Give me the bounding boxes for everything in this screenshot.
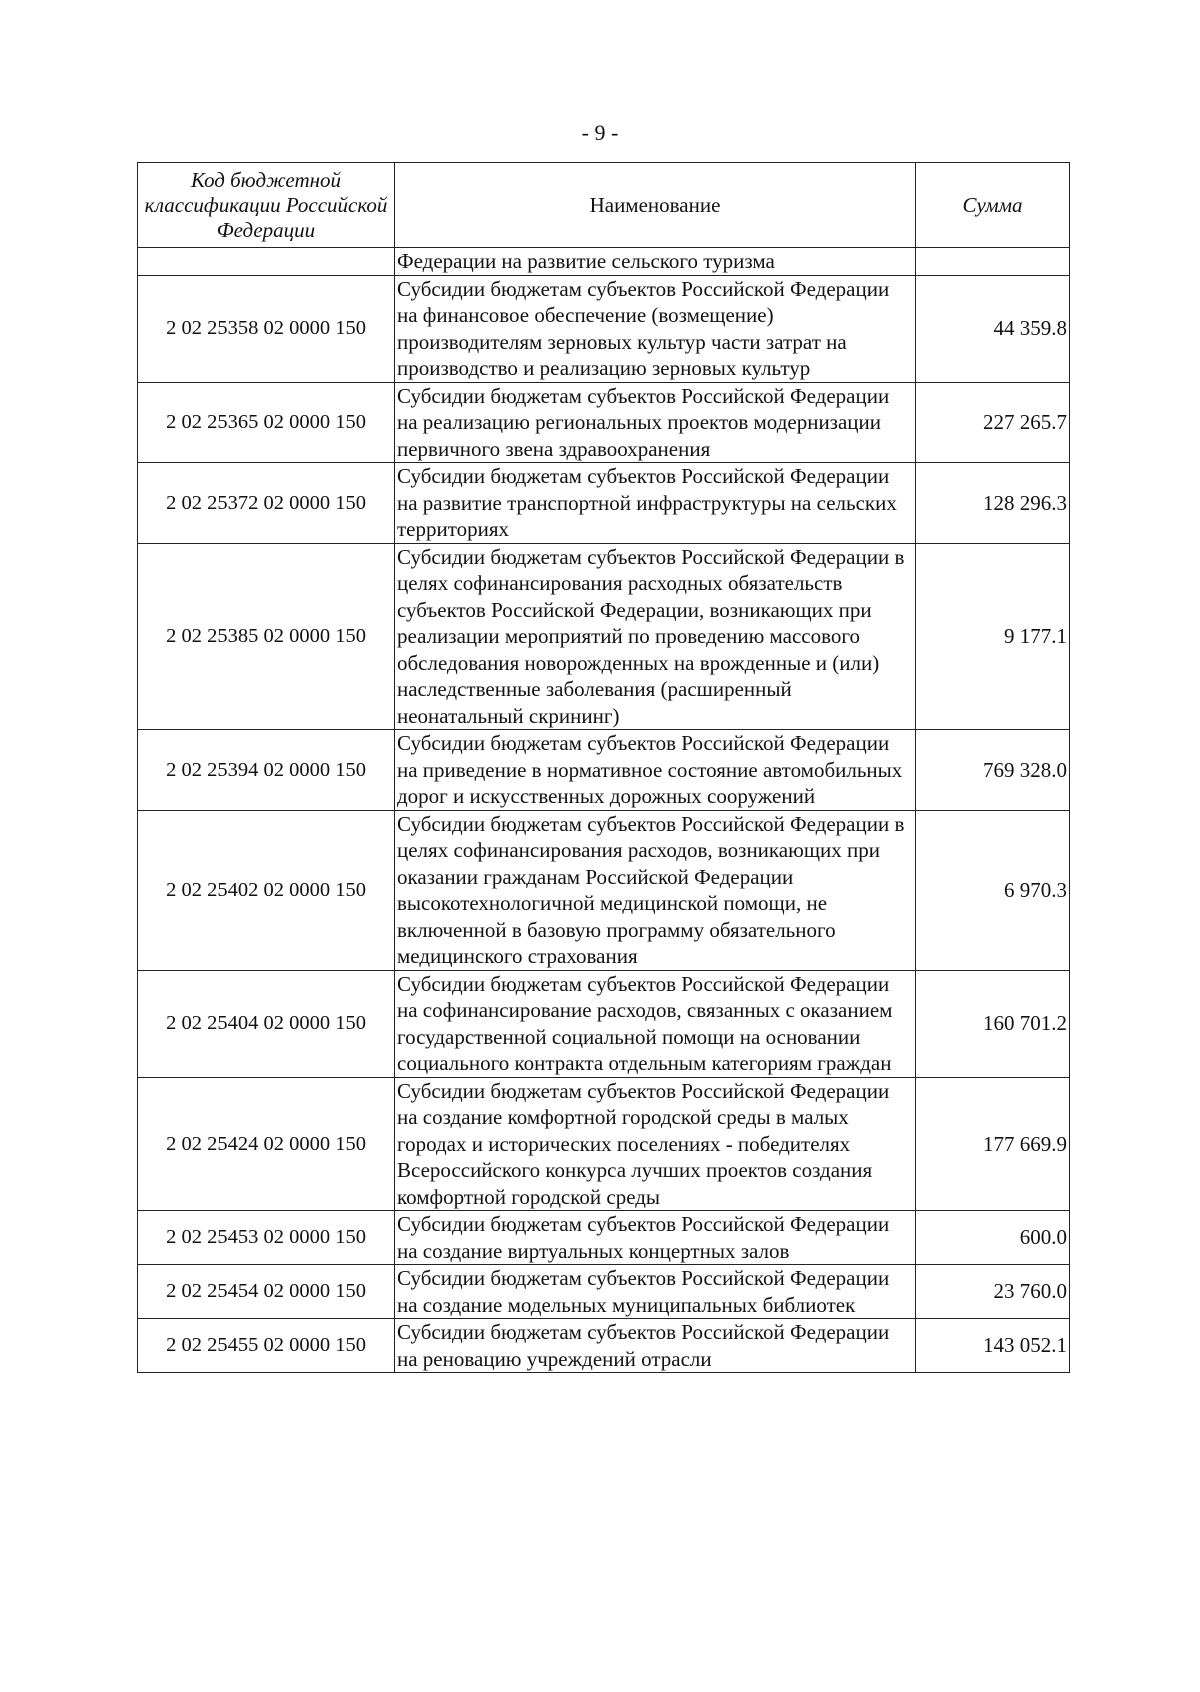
table-row [138,810,1070,970]
name-cell: Субсидии бюджетам субъектов Российской Федерации на создание комфортной городской среды в малых городах и исторических поселениях - победителях Всероссийского конкурса лучших проектов создания комфортной городской среды [395,1077,916,1211]
sum-cell: 6 970.3 [916,810,1070,970]
header-sum: Сумма [916,163,1070,248]
table-row [138,463,1070,544]
table-row [138,1319,1070,1373]
name-cell: Федерации на развитие сельского туризма [395,248,916,276]
table-row [138,248,1070,276]
sum-cell: 227 265.7 [916,382,1070,463]
table-row [138,275,1070,382]
table-row [138,382,1070,463]
name-cell: Субсидии бюджетам субъектов Российской Федерации на финансовое обеспечение (возмещение) производителям зерновых культур части затрат на производство и реализацию зерновых культур [395,275,916,382]
code-cell: 2 02 25358 02 0000 150 [138,275,395,382]
code-cell: 2 02 25394 02 0000 150 [138,730,395,811]
name-cell: Субсидии бюджетам субъектов Российской Федерации в целях софинансирования расходов, возникающих при оказании гражданам Российской Федерации высокотехнологичной медицинской помощи, не включенной в базовую программу обязательного медицинского страхования [395,810,916,970]
code-cell [138,248,395,276]
table-row [138,1265,1070,1319]
table-row [138,730,1070,811]
table-row [138,1211,1070,1265]
code-cell: 2 02 25365 02 0000 150 [138,382,395,463]
sum-cell: 23 760.0 [916,1265,1070,1319]
name-cell: Субсидии бюджетам субъектов Российской Федерации на реновацию учреждений отрасли [395,1319,916,1373]
sum-cell [916,248,1070,276]
code-cell: 2 02 25454 02 0000 150 [138,1265,395,1319]
code-cell: 2 02 25424 02 0000 150 [138,1077,395,1211]
name-cell: Субсидии бюджетам субъектов Российской Федерации на развитие транспортной инфраструктуры на сельских территориях [395,463,916,544]
name-cell: Субсидии бюджетам субъектов Российской Федерации на софинансирование расходов, связанных с оказанием государственной социальной помощи на основании социального контракта отдельным категориям граждан [395,970,916,1077]
code-cell: 2 02 25402 02 0000 150 [138,810,395,970]
code-cell: 2 02 25453 02 0000 150 [138,1211,395,1265]
table-body [138,248,1070,1373]
table-header-row [138,163,1070,248]
code-cell: 2 02 25455 02 0000 150 [138,1319,395,1373]
name-cell: Субсидии бюджетам субъектов Российской Федерации на приведение в нормативное состояние автомобильных дорог и искусственных дорожных сооружений [395,730,916,811]
name-cell: Субсидии бюджетам субъектов Российской Федерации на создание модельных муниципальных библиотек [395,1265,916,1319]
sum-cell: 160 701.2 [916,970,1070,1077]
table-row [138,543,1070,730]
budget-table [137,162,1070,1373]
sum-cell: 177 669.9 [916,1077,1070,1211]
code-cell: 2 02 25385 02 0000 150 [138,543,395,730]
sum-cell: 600.0 [916,1211,1070,1265]
sum-cell: 143 052.1 [916,1319,1070,1373]
sum-cell: 769 328.0 [916,730,1070,811]
table-row [138,1077,1070,1211]
sum-cell: 9 177.1 [916,543,1070,730]
header-code: Код бюджетной классификации Российской Федерации [138,163,395,248]
sum-cell: 44 359.8 [916,275,1070,382]
name-cell: Субсидии бюджетам субъектов Российской Федерации в целях софинансирования расходных обязательств субъектов Российской Федерации, возникающих при реализации мероприятий по проведению массового обследования новорожденных на врожденные и (или) наследственные заболевания (расширенный неонатальный скрининг) [395,543,916,730]
code-cell: 2 02 25404 02 0000 150 [138,970,395,1077]
header-name: Наименование [395,163,916,248]
name-cell: Субсидии бюджетам субъектов Российской Федерации на создание виртуальных концертных залов [395,1211,916,1265]
table-row [138,970,1070,1077]
name-cell: Субсидии бюджетам субъектов Российской Федерации на реализацию региональных проектов модернизации первичного звена здравоохранения [395,382,916,463]
page-number: - 9 - [581,120,619,145]
code-cell: 2 02 25372 02 0000 150 [138,463,395,544]
sum-cell: 128 296.3 [916,463,1070,544]
